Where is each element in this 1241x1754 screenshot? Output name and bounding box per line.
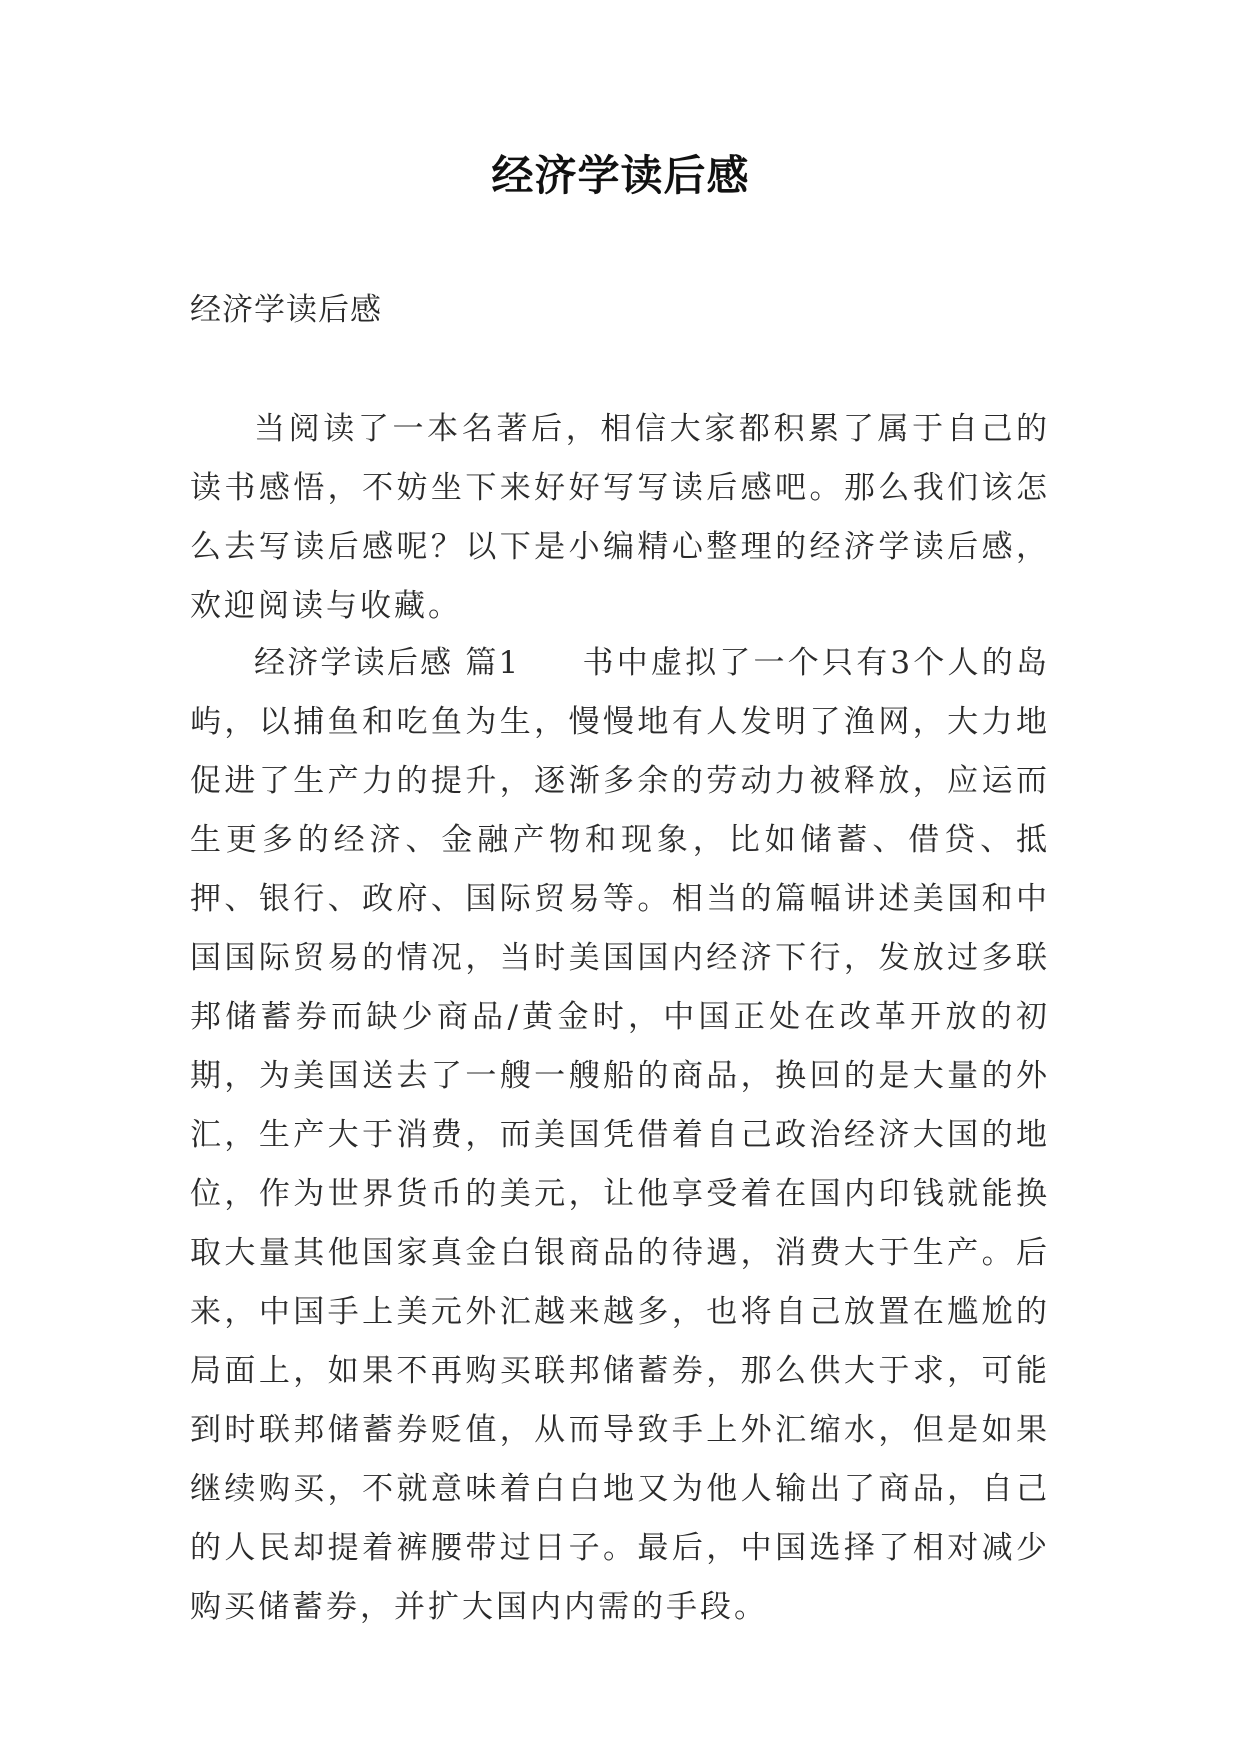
document-subtitle: 经济学读后感 [190, 292, 382, 328]
document-title: 经济学读后感 [491, 151, 750, 200]
section-1-paragraph [190, 634, 1050, 1637]
section-body: 书中虚拟了一个只有3个人的岛屿，以捕鱼和吃鱼为生，慢慢地有人发明了渔网，大力地促进了生产力的提升，逐渐多余的劳动力被释放，应运而生更多的经济、金融产物和现象，比如储蓄、借贷、抵押、银行、政府、国际贸易等。相当的篇幅讲述美国和中国国际贸易的情况，当时美国国内经济下行，发放过多联邦储蓄券而缺少商品/黄金时，中国正处在改革开放的初期，为美国送去了一艘一艘船的商品，换回的是大量的外汇，生产大于消费，而美国凭借着自己政治经济大国的地位，作为世界货币的美元，让他享受着在国内印钱就能换取大量其他国家真金白银商品的待遇，消费大于生产。后来，中国手上美元外汇越来越多，也将自己放置在尴尬的局面上，如果不再购买联邦储蓄券，那么供大于求，可能到时联邦储蓄券贬值，从而导致手上外汇缩水，但是如果继续购买，不就意味着白白地又为他人输出了商品，自己的人民却提着裤腰带过日子。最后，中国选择了相对减少购买储蓄券，并扩大国内内需的手段。 [190, 645, 1050, 1625]
section-heading: 经济学读后感 篇1 [254, 645, 521, 681]
intro-paragraph: 当阅读了一本名著后，相信大家都积累了属于自己的读书感悟，不妨坐下来好好写写读后感吧。那么我们该怎么去写读后感呢？以下是小编精心整理的经济学读后感，欢迎阅读与收藏。 [190, 411, 1050, 624]
